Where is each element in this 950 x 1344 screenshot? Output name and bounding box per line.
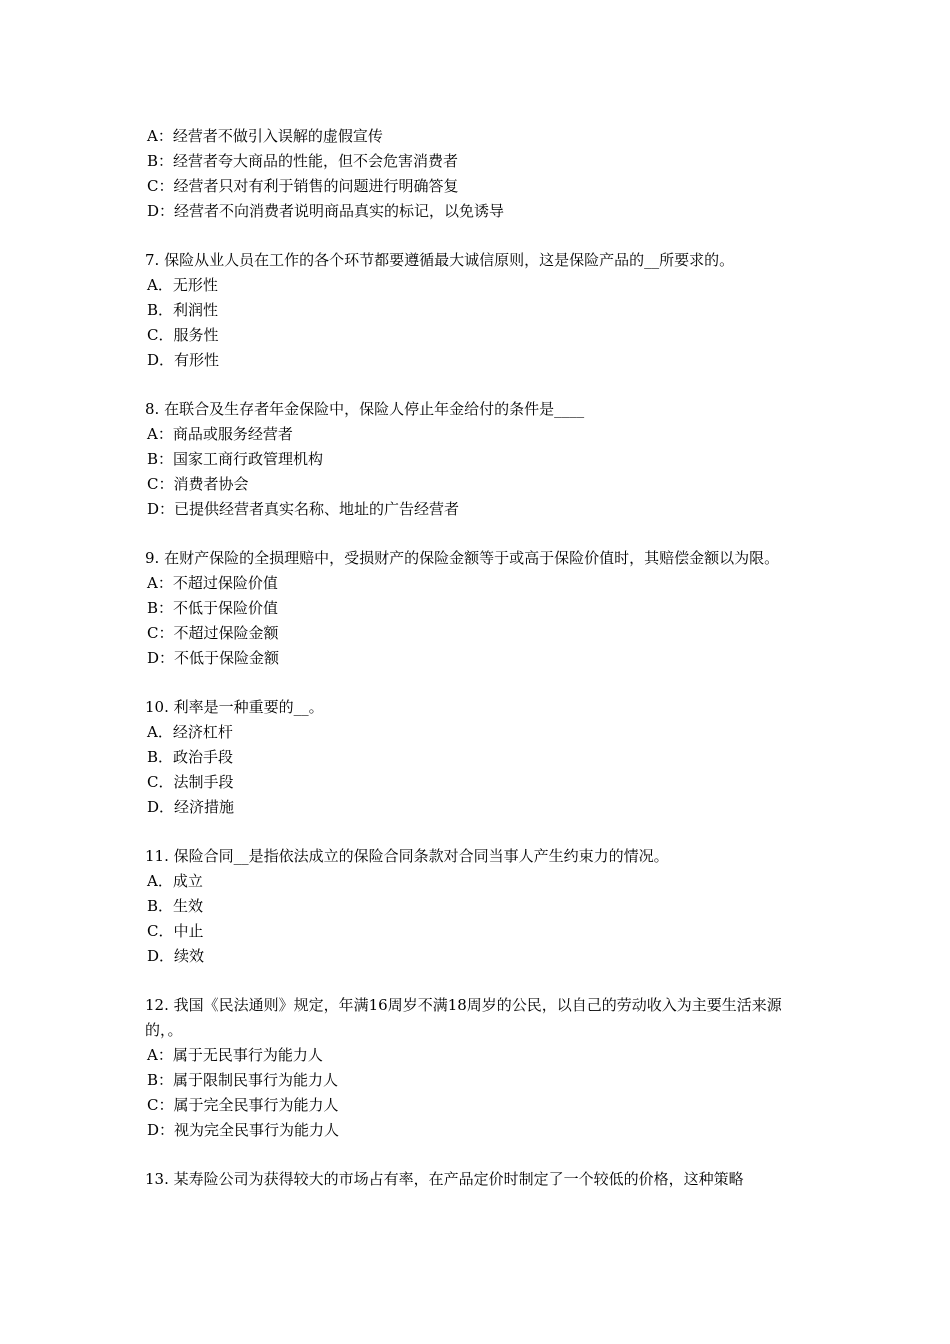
option-c: C．中止 xyxy=(147,922,204,940)
question-text: 11. 保险合同__是指依法成立的保险合同条款对合同当事人产生约束力的情况。 xyxy=(145,847,669,865)
option-d: D：视为完全民事行为能力人 xyxy=(147,1121,340,1139)
option-c: C：经营者只对有利于销售的问题进行明确答复 xyxy=(147,177,459,195)
question-text: 8. 在联合及生存者年金保险中，保险人停止年金给付的条件是____ xyxy=(145,400,585,418)
option-a: A：商品或服务经营者 xyxy=(147,425,293,443)
option-c: C：消费者协会 xyxy=(147,475,249,493)
option-d: D．续效 xyxy=(147,947,205,965)
option-d: D：不低于保险金额 xyxy=(147,649,280,667)
option-b: B：属于限制民事行为能力人 xyxy=(147,1071,339,1089)
option-b: B．利润性 xyxy=(147,301,219,319)
option-a: A：属于无民事行为能力人 xyxy=(147,1046,323,1064)
question-block-11 xyxy=(145,844,815,969)
option-c: C：不超过保险金额 xyxy=(147,624,279,642)
question-block-6-continued xyxy=(145,124,815,224)
option-a: A．无形性 xyxy=(147,276,218,294)
option-d: D：经营者不向消费者说明商品真实的标记，以免诱导 xyxy=(147,202,505,220)
option-b: B．政治手段 xyxy=(147,748,234,766)
option-b: B：国家工商行政管理机构 xyxy=(147,450,324,468)
question-block-13 xyxy=(145,1167,815,1192)
question-block-10 xyxy=(145,695,815,820)
option-a: A．成立 xyxy=(147,872,203,890)
question-text: 10. 利率是一种重要的__。 xyxy=(145,698,324,716)
option-b: B：经营者夸大商品的性能，但不会危害消费者 xyxy=(147,152,459,170)
question-text: 9. 在财产保险的全损理赔中，受损财产的保险金额等于或高于保险价值时，其赔偿金额以为限。 xyxy=(145,549,780,567)
question-text: 13. 某寿险公司为获得较大的市场占有率，在产品定价时制定了一个较低的价格，这种策略 xyxy=(145,1170,744,1188)
question-block-7 xyxy=(145,248,815,373)
option-c: C．法制手段 xyxy=(147,773,234,791)
option-a: A．经济杠杆 xyxy=(147,723,233,741)
option-d: D．经济措施 xyxy=(147,798,235,816)
question-text: 12. 我国《民法通则》规定，年满16周岁不满18周岁的公民，以自己的劳动收入为主要生活来源的，。 xyxy=(145,996,782,1039)
option-c: C．服务性 xyxy=(147,326,219,344)
question-text: 7. 保险从业人员在工作的各个环节都要遵循最大诚信原则，这是保险产品的__所要求的。 xyxy=(145,251,735,269)
option-d: D．有形性 xyxy=(147,351,220,369)
question-block-9 xyxy=(145,546,815,671)
option-c: C：属于完全民事行为能力人 xyxy=(147,1096,339,1114)
option-d: D：已提供经营者真实名称、地址的广告经营者 xyxy=(147,500,460,518)
question-list xyxy=(145,124,815,1216)
question-block-8 xyxy=(145,397,815,522)
option-b: B．生效 xyxy=(147,897,204,915)
question-block-12 xyxy=(145,993,815,1143)
option-a: A：经营者不做引入误解的虚假宣传 xyxy=(147,127,383,145)
option-a: A：不超过保险价值 xyxy=(147,574,278,592)
option-b: B：不低于保险价值 xyxy=(147,599,279,617)
